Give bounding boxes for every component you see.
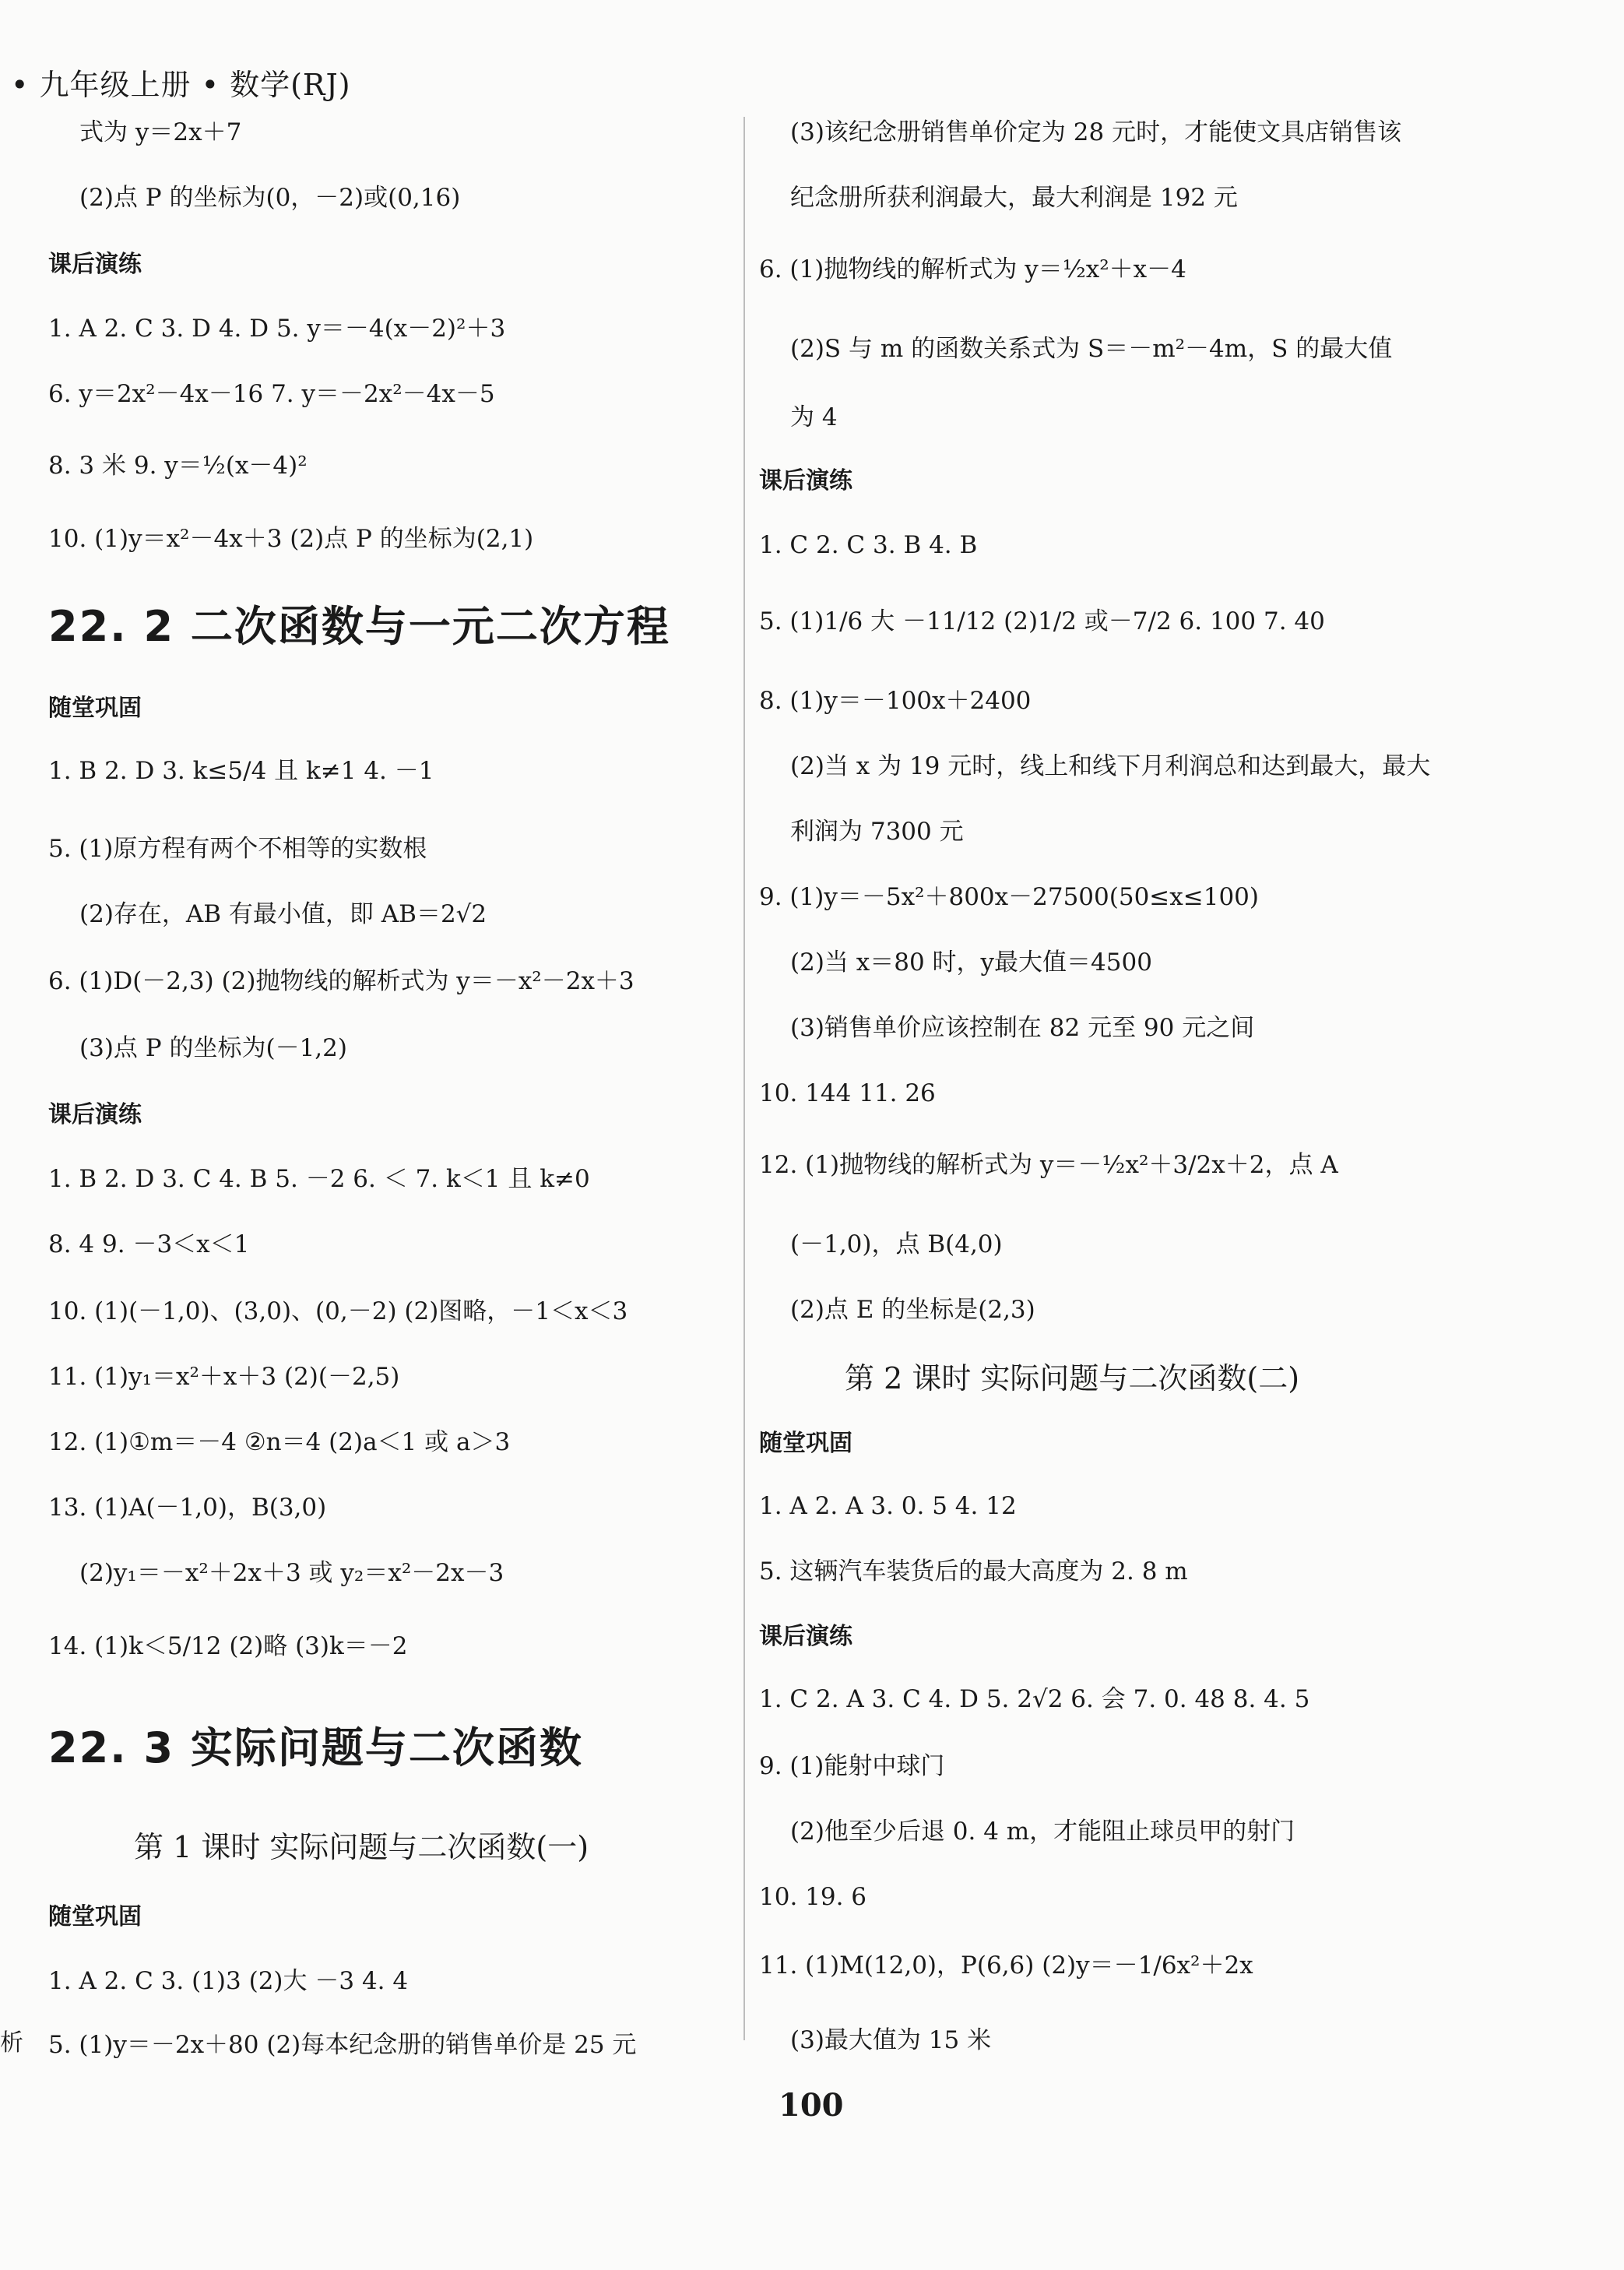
answer-line: 9. (1)能射中球门 <box>759 1752 945 1780</box>
answer-line: 8. (1)y＝－100x＋2400 <box>759 687 1032 715</box>
answer-line: (2)点 P 的坐标为(0，－2)或(0,16) <box>79 184 461 212</box>
answer-line: 1. C 2. A 3. C 4. D 5. 2√2 6. 会 7. 0. 48 8. 4. 5 <box>759 1685 1310 1713</box>
answer-line: 10. (1)(－1,0)、(3,0)、(0,－2) (2)图略，－1＜x＜3 <box>48 1297 628 1325</box>
answer-line: 13. (1)A(－1,0)，B(3,0) <box>48 1494 327 1522</box>
answer-line: (2)y₁＝－x²＋2x＋3 或 y₂＝x²－2x－3 <box>79 1559 504 1587</box>
answer-line: (2)当 x 为 19 元时，线上和线下月利润总和达到最大，最大 <box>790 752 1431 780</box>
answer-line: 12. (1)①m＝－4 ②n＝4 (2)a＜1 或 a＞3 <box>48 1428 511 1456</box>
answer-line: (3)销售单价应该控制在 82 元至 90 元之间 <box>790 1014 1255 1042</box>
answer-line: 6. y＝2x²－4x－16 7. y＝－2x²－4x－5 <box>48 380 495 408</box>
answer-line: 利润为 7300 元 <box>790 818 964 846</box>
answer-line: 5. (1)1/6 大 －11/12 (2)1/2 或－7/2 6. 100 7. 40 <box>759 607 1325 635</box>
answer-line: 5. (1)y＝－2x＋80 (2)每本纪念册的销售单价是 25 元 <box>48 2031 637 2059</box>
answer-line: 14. (1)k＜5/12 (2)略 (3)k＝－2 <box>48 1632 408 1660</box>
answer-line: 8. 4 9. －3＜x＜1 <box>48 1230 250 1258</box>
section-heading: 22. 2 二次函数与一元二次方程 <box>48 602 670 651</box>
answer-line: (3)点 P 的坐标为(－1,2) <box>79 1034 347 1062</box>
answer-line: 10. 19. 6 <box>759 1883 867 1911</box>
subsection-label: 课后演练 <box>759 1623 852 1650</box>
answer-line: 12. (1)抛物线的解析式为 y＝－½x²＋3/2x＋2，点 A <box>759 1151 1338 1179</box>
answer-line: (3)最大值为 15 米 <box>790 2026 992 2054</box>
subsection-label: 随堂巩固 <box>48 1903 142 1930</box>
subsection-label: 课后演练 <box>48 1101 142 1128</box>
answer-line: 1. A 2. C 3. D 4. D 5. y＝－4(x－2)²＋3 <box>48 315 506 343</box>
subsection-label: 随堂巩固 <box>759 1430 852 1457</box>
answer-line: 8. 3 米 9. y＝½(x－4)² <box>48 452 308 480</box>
page-number: 100 <box>779 2087 844 2124</box>
answer-line: 9. (1)y＝－5x²＋800x－27500(50≤x≤100) <box>759 883 1259 911</box>
answer-line: (3)该纪念册销售单价定为 28 元时，才能使文具店销售该 <box>790 118 1402 146</box>
edge-text: 析 <box>0 2029 23 2057</box>
answer-line: 10. 144 11. 26 <box>759 1079 936 1107</box>
answer-line: 为 4 <box>790 403 838 431</box>
subsection-label: 课后演练 <box>759 467 852 494</box>
answer-line: (－1,0)，点 B(4,0) <box>790 1230 1003 1258</box>
column-divider <box>743 117 745 2040</box>
subsection-label: 课后演练 <box>48 251 142 278</box>
answer-line: 1. B 2. D 3. k≤5/4 且 k≠1 4. －1 <box>48 757 434 785</box>
answer-line: (2)点 E 的坐标是(2,3) <box>790 1296 1035 1324</box>
answer-line: 1. A 2. C 3. (1)3 (2)大 －3 4. 4 <box>48 1967 409 1995</box>
answer-line: 11. (1)M(12,0)，P(6,6) (2)y＝－1/6x²＋2x <box>759 1951 1253 1980</box>
answer-line: (2)存在，AB 有最小值，即 AB＝2√2 <box>79 900 487 928</box>
answer-line: 1. B 2. D 3. C 4. B 5. －2 6. ＜ 7. k＜1 且 k≠0 <box>48 1165 590 1193</box>
answer-line: 10. (1)y＝x²－4x＋3 (2)点 P 的坐标为(2,1) <box>48 525 534 553</box>
answer-line: (2)当 x＝80 时，y最大值＝4500 <box>790 948 1152 977</box>
answer-line: 5. (1)原方程有两个不相等的实数根 <box>48 835 427 863</box>
answer-line: 式为 y＝2x＋7 <box>79 118 242 146</box>
answer-line: 1. A 2. A 3. 0. 5 4. 12 <box>759 1492 1017 1520</box>
subsection-label: 随堂巩固 <box>48 695 142 722</box>
section-heading: 第 1 课时 实际问题与二次函数(一) <box>134 1830 589 1864</box>
section-heading: 22. 3 实际问题与二次函数 <box>48 1723 583 1772</box>
answer-line: 纪念册所获利润最大，最大利润是 192 元 <box>790 184 1238 212</box>
answer-line: 6. (1)D(－2,3) (2)抛物线的解析式为 y＝－x²－2x＋3 <box>48 967 634 995</box>
answer-line: 5. 这辆汽车装货后的最大高度为 2. 8 m <box>759 1557 1188 1585</box>
answer-line: (2)他至少后退 0. 4 m，才能阻止球员甲的射门 <box>790 1818 1295 1846</box>
answer-line: 6. (1)抛物线的解析式为 y＝½x²＋x－4 <box>759 255 1186 283</box>
page-header: • 九年级上册 • 数学(RJ) <box>11 68 351 102</box>
answer-line: (2)S 与 m 的函数关系式为 S＝－m²－4m，S 的最大值 <box>790 335 1393 363</box>
section-heading: 第 2 课时 实际问题与二次函数(二) <box>845 1361 1300 1395</box>
answer-line: 11. (1)y₁＝x²＋x＋3 (2)(－2,5) <box>48 1363 400 1391</box>
answer-line: 1. C 2. C 3. B 4. B <box>759 531 978 559</box>
